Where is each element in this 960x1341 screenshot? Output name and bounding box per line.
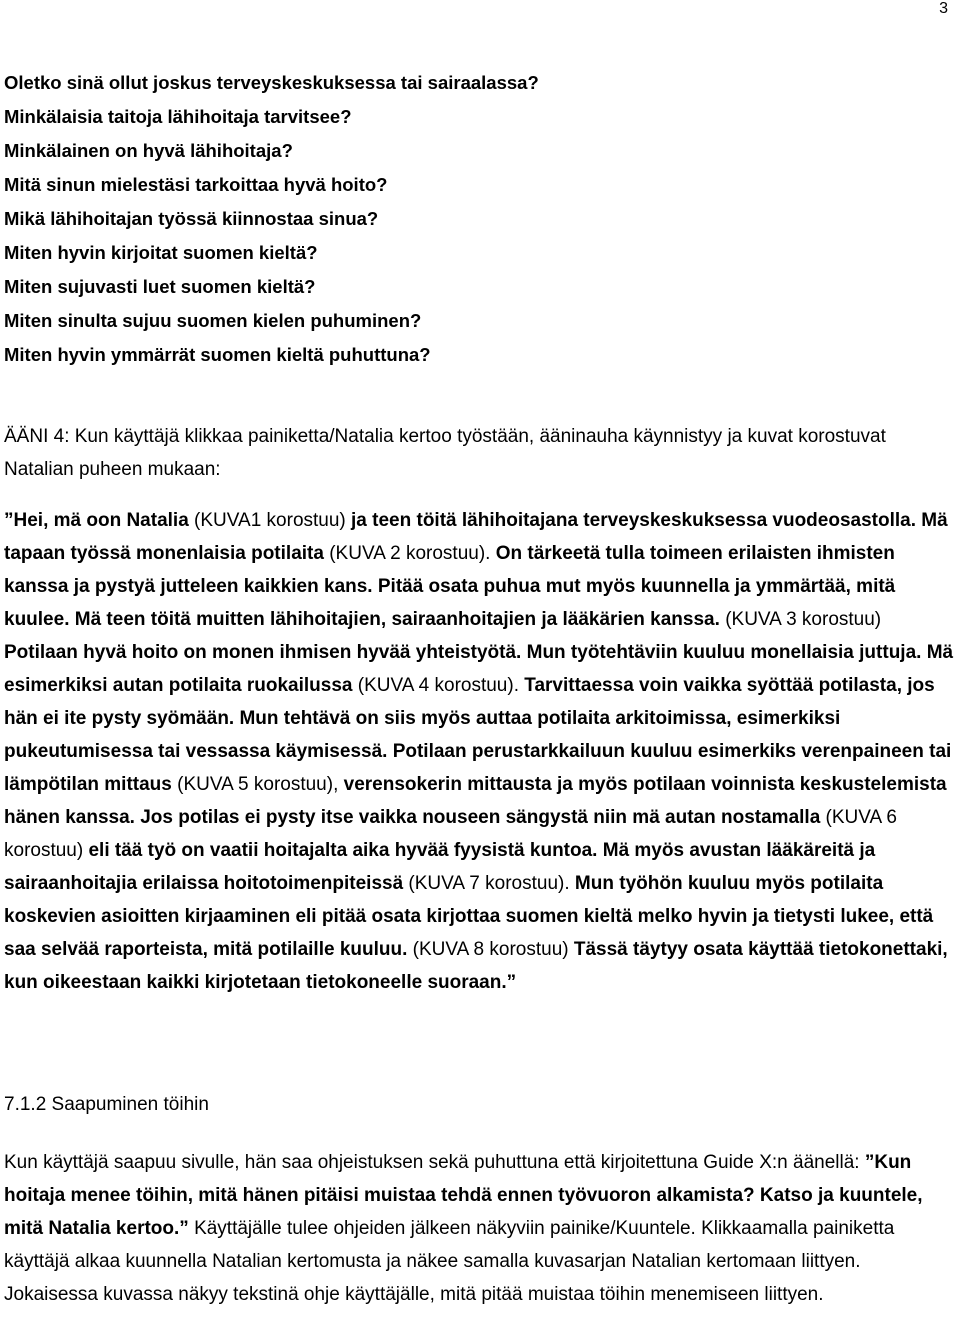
- text-run: (KUVA1 korostuu): [194, 510, 352, 531]
- intro-paragraph: ÄÄNI 4: Kun käyttäjä klikkaa painiketta/Natalia kertoo työstään, ääninauha käynnistyy ja kuvat korostuvat Natalian puheen mukaan:: [4, 426, 886, 480]
- speech-paragraph: [4, 504, 958, 999]
- text-run: On tärkeetä tulla toimeen erilaisten ihmisten kanssa ja pystyä jutteleen kaikkien kans. Pitää osata puhua mut myös kuunnella ja ymmärtää, mitä kuulee. Mä teen töitä muitten lähihoitajien, sairaanhoitajien ja lääkärien kanssa.: [4, 543, 896, 630]
- text-run: ”Hei, mä oon Natalia: [4, 510, 195, 531]
- text-run: eli tää työ on vaatii hoitajalta aika hyvää fyysistä kuntoa. Mä myös avustan lääkäreitä ja sairaanhoitajia erilaissa hoitotoimenpiteissä: [4, 840, 876, 894]
- question-item: Minkälainen on hyvä lähihoitaja?: [4, 140, 293, 161]
- text-run: verensokerin mittausta ja myös potilaan voinnista keskustelemista hänen kanssa. Jos potilas ei pysty itse vaikka nouseen sängystä niin mä autan nostamalla: [4, 774, 947, 828]
- text-run: Käyttäjälle tulee ohjeiden jälkeen näkyviin painike/Kuuntele. Klikkaamalla painiketta käyttäjä alkaa kuunnella Natalian kertomusta ja näkee samalla kuvasarjan Natalian kertomaan liittyen. Jokaisessa kuvassa näkyy tekstinä ohje käyttäjälle, mitä pitää muistaa töihin menemiseen liittyen.: [4, 1218, 895, 1305]
- text-run: (KUVA 2 korostuu).: [329, 543, 496, 564]
- text-run: ja teen töitä lähihoitajana terveyskeskuksessa vuodeosastolla. Mä tapaan työssä monenlaisia potilaita: [4, 510, 948, 564]
- question-item: Minkälaisia taitoja lähihoitaja tarvitsee?: [4, 106, 352, 127]
- text-run: Tässä täytyy osata käyttää tietokonettaki, kun oikeestaan kaikki kirjotetaan tietokoneelle suoraan.”: [4, 939, 948, 993]
- section-heading: 7.1.2 Saapuminen töihin: [4, 1094, 209, 1115]
- question-item: Mitä sinun mielestäsi tarkoittaa hyvä hoito?: [4, 174, 388, 195]
- text-run: (KUVA 5 korostuu),: [177, 774, 344, 795]
- text-run: Kun käyttäjä saapuu sivulle, hän saa ohjeistuksen sekä puhuttuna että kirjoitettuna Guide X:n äänellä:: [4, 1152, 865, 1173]
- question-item: Miten sujuvasti luet suomen kieltä?: [4, 276, 316, 297]
- question-item: Oletko sinä ollut joskus terveyskeskuksessa tai sairaalassa?: [4, 72, 539, 93]
- page-number: 3: [939, 0, 948, 17]
- question-list: [4, 66, 904, 372]
- text-run: Tarvittaessa voin vaikka syöttää potilasta, jos hän ei ite pysty syömään. Mun tehtävä on siis myös auttaa potilaita arkitoimissa, esimerkiksi pukeutumisessa tai vessassa käymisessä. Potilaan perustarkkailuun kuuluu esimerkiks verenpaineen tai lämpötilan mittaus: [4, 675, 952, 795]
- text-run: (KUVA 6 korostuu): [4, 807, 898, 861]
- text-run: ”Kun hoitaja menee töihin, mitä hänen pitäisi muistaa tehdä ennen työvuoron alkamista? Katso ja kuuntele, mitä Natalia kertoo.”: [4, 1152, 923, 1239]
- text-run: (KUVA 3 korostuu): [725, 609, 882, 630]
- question-item: Miten hyvin ymmärrät suomen kieltä puhuttuna?: [4, 344, 431, 365]
- arrival-paragraph: [4, 1146, 958, 1311]
- text-run: Mun työhön kuuluu myös potilaita koskevien asioitten kirjaaminen eli pitää osata kirjottaa suomen kieltä melko hyvin ja tietysti lukee, että saa selvää raporteista, mitä potilaille kuuluu.: [4, 873, 934, 960]
- question-item: Mikä lähihoitajan työssä kiinnostaa sinua?: [4, 208, 379, 229]
- text-run: (KUVA 4 korostuu).: [357, 675, 525, 696]
- text-run: (KUVA 7 korostuu).: [408, 873, 575, 894]
- question-item: Miten sinulta sujuu suomen kielen puhuminen?: [4, 310, 422, 331]
- question-item: Miten hyvin kirjoitat suomen kieltä?: [4, 242, 318, 263]
- text-run: Potilaan hyvä hoito on monen ihmisen hyvää yhteistyötä. Mun työtehtäviin kuuluu monellaisia juttuja. Mä esimerkiksi autan potilaita ruokailussa: [4, 642, 954, 696]
- text-run: (KUVA 8 korostuu): [412, 939, 574, 960]
